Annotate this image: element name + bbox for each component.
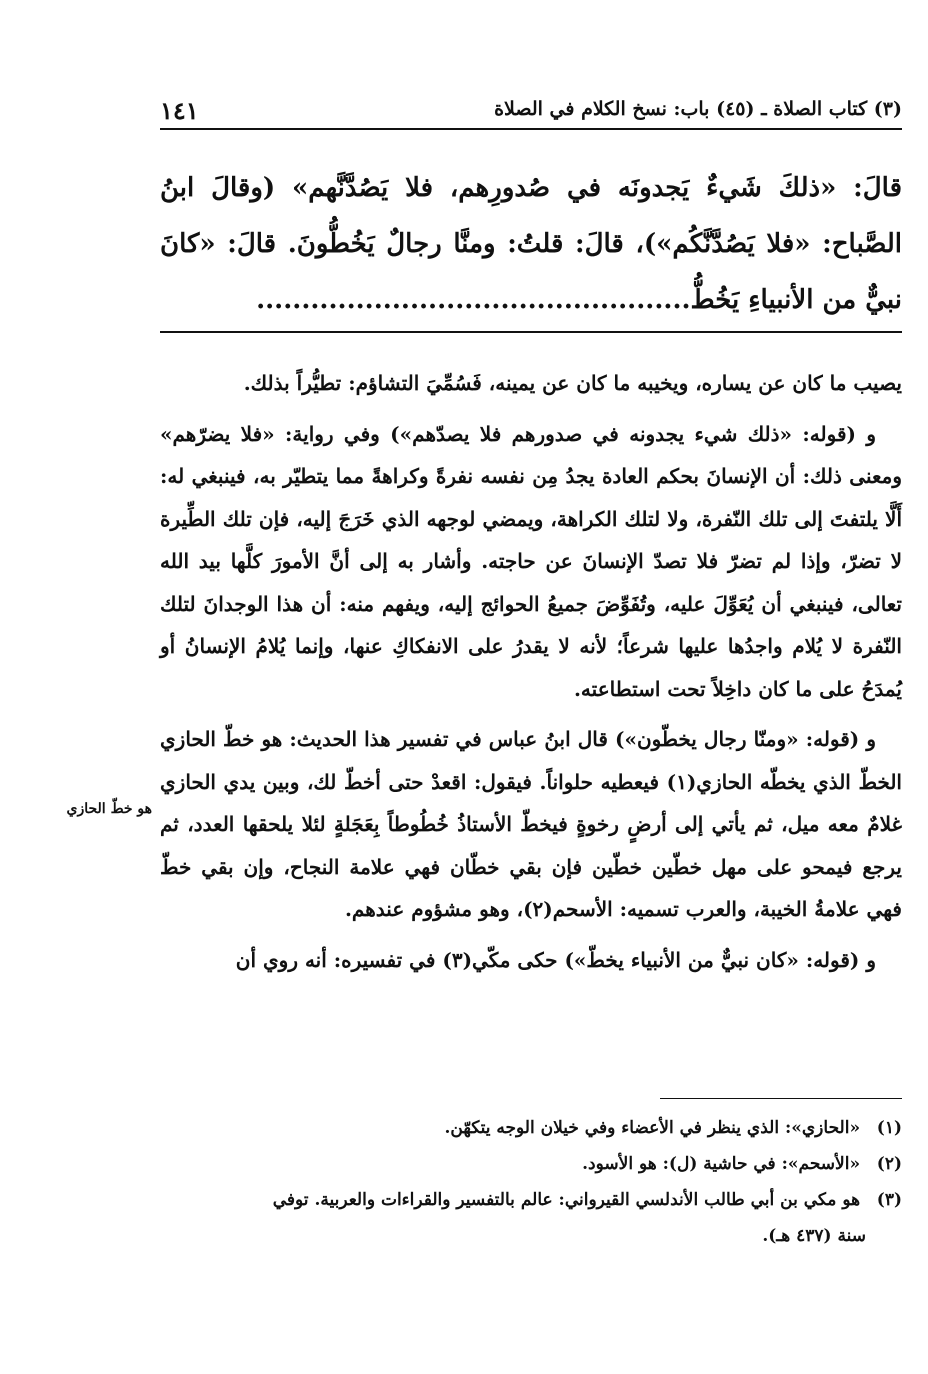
- footnote-1: [160, 1110, 902, 1146]
- commentary-paragraph-4: و (قوله: «كان نبيٌّ من الأنبياء يخطّ») حكى مكّي(٣) في تفسيره: أنه روي أن: [235, 947, 876, 972]
- page-number: ١٤١: [160, 96, 199, 125]
- footnote-text: «الأسحم»: في حاشية (ل): هو الأسود.: [582, 1154, 861, 1174]
- footnote-text: «الحازي»: الذي ينظر في الأعضاء وفي خيلان الوجه يتكهّن.: [444, 1118, 861, 1138]
- footnote-number: (١): [876, 1118, 902, 1138]
- footnote-rule: [660, 1098, 902, 1099]
- page-header: [160, 96, 902, 130]
- footnote-number: (٣): [876, 1190, 902, 1210]
- commentary-paragraph-3: و (قوله: «ومنّا رجال يخطّون») قال ابنُ عباس في تفسير هذا الحديث: هو خطّ الحازي الخطّ الذي يخطّه الحازي(١) فيعطيه حلواناً. فيقول: اقعدْ حتى أخطّ لك، وبين يدي الحازي غلامٌ معه ميل، ثم يأتي إلى أرضٍ رخوةٍ فيخطّ الأستاذُ خُطُوطاً بِعَجَلةٍ لئلا يلحقها العدد، ثم يرجع فيمحو على مهل خطّين خطّين فإن بقي خطّان فهي علامة النجاح، وإن بقي خطّ فهي علامةُ الخيبة، والعرب تسميه: الأسحم(٢)، وهو مشؤوم عندهم.: [160, 727, 902, 921]
- header-rule: [160, 128, 902, 130]
- footnote-3: [160, 1182, 902, 1254]
- footnotes: [160, 1110, 902, 1254]
- commentary-paragraph-2: و (قوله: «ذلك شيء يجدونه في صدورهم فلا يصدّهم») وفي رواية: «فلا يضرّهم» ومعنى ذلك: أن الإنسانَ بحكم العادة يجدُ مِن نفسه نفرةً وكراهةً مما يتطيّر به، فينبغي له: أَلَّا يلتفتَ إلى تلك النّفرة، ولا لتلك الكراهة، ويمضي لوجهه الذي خَرَجَ إليه، فإن تلك الطِّيرة لا تضرّ، وإذا لم تضرّ فلا تصدّ الإنسانَ عن حاجته. وأشار به إلى أنَّ الأمورَ كلَّها بيد الله تعالى، فينبغي أن يُعَوِّلَ عليه، وتُفَوِّضَ جميعُ الحوائج إليه، ويفهم منه: أن هذا الوجدانَ لتلك النّفرة لا يُلام واجدُها عليها شرعاً؛ لأنه لا يقدرُ على الانفكاكِ عنها، وإنما يُلامُ الإنسانُ أو يُمدَحُ على ما كان داخِلاً تحت استطاعته.: [160, 421, 903, 701]
- commentary-paragraph-1: يصيب ما كان عن يساره، ويخيبه ما كان عن يمينه، فَسُمِّيَ التشاؤم: تطيُّراً بذلك.: [243, 371, 902, 395]
- commentary-body: [160, 362, 902, 989]
- footnote-continuation: سنة (٤٣٧ هـ).: [762, 1226, 866, 1246]
- margin-note: هو خطّ الحازي: [66, 801, 152, 817]
- footnote-2: [160, 1146, 902, 1182]
- running-title: (٣) كتاب الصلاة ـ (٤٥) باب: نسخ الكلام في الصلاة: [494, 98, 902, 120]
- hadith-text: قالَ: «ذلكَ شَيءٌ يَجدونَه في صُدورِهم، فلا يَصُدَّنَّهم» (وقالَ ابنُ الصَّباح: «فلا يَصُدَّنَّكُم»)، قالَ: قلتُ: ومنَّا رجالٌ يَخُطُّونَ. قالَ: «كانَ نبيٌّ من الأنبياءِ يَخُطُّ................................................: [160, 173, 902, 315]
- footnote-number: (٢): [876, 1154, 902, 1174]
- hadith-separator-rule: [160, 331, 902, 333]
- footnote-text: هو مكي بن أبي طالب الأندلسي القيرواني: عالم بالتفسير والقراءات والعربية. توفي: [272, 1190, 861, 1210]
